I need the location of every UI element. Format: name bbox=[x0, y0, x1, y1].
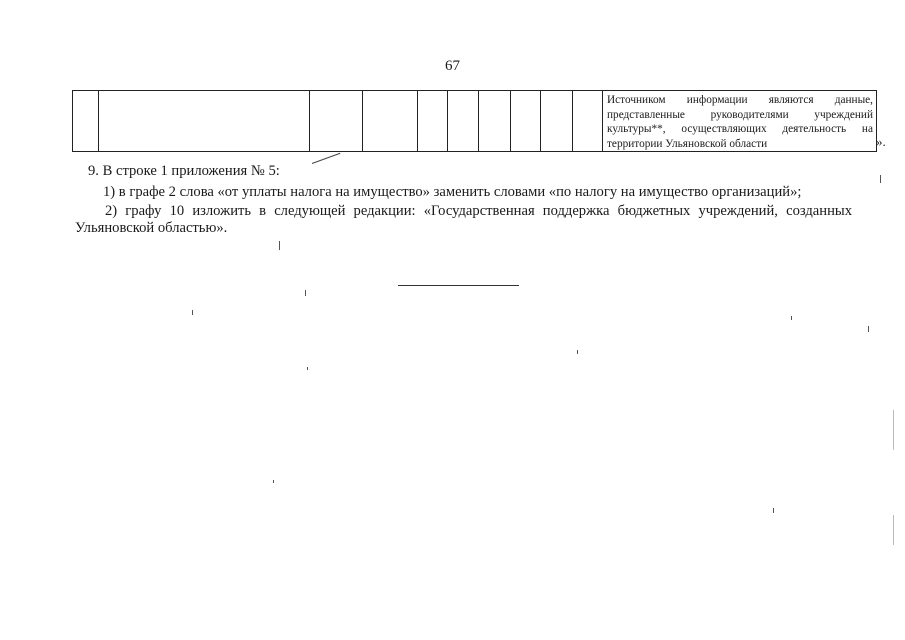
scan-mark bbox=[312, 153, 341, 164]
scan-mark bbox=[307, 367, 308, 370]
table-cell-7 bbox=[479, 91, 511, 152]
scan-mark bbox=[791, 316, 792, 320]
table-cell-9 bbox=[541, 91, 573, 152]
scan-mark bbox=[577, 350, 578, 354]
table-cell-3 bbox=[310, 91, 363, 152]
table-cell-2 bbox=[99, 91, 310, 152]
closing-quote: ». bbox=[876, 134, 886, 149]
scan-mark bbox=[305, 290, 306, 296]
scan-mark bbox=[893, 515, 894, 545]
scan-mark bbox=[273, 480, 274, 483]
scan-mark bbox=[192, 310, 193, 315]
amendment-subitem-1: 1) в графе 2 слова «от уплаты налога на имущество» заменить словами «по налогу на имущество организаций»; bbox=[103, 184, 802, 200]
amendment-subitem-2: 2) графу 10 изложить в следующей редакции: «Государственная поддержка бюджетных учреждений, созданных Ульяновской областью». bbox=[75, 203, 852, 236]
table-cell-6 bbox=[448, 91, 479, 152]
scan-mark bbox=[880, 175, 881, 183]
scan-mark bbox=[868, 326, 869, 332]
table-cell-1 bbox=[73, 91, 99, 152]
form-table-row bbox=[72, 90, 877, 152]
amendment-item-9: 9. В строке 1 приложения № 5: bbox=[88, 163, 280, 179]
scan-mark bbox=[773, 508, 774, 513]
table-cell-8 bbox=[511, 91, 541, 152]
table-note-cell: Источником информации являются данные, представленные руководителями учреждений культуры**, осуществляющих деятельность на территории Ульяновской области bbox=[603, 91, 877, 152]
end-rule bbox=[398, 285, 519, 286]
table-cell-10 bbox=[573, 91, 603, 152]
scan-mark bbox=[279, 241, 280, 250]
page-number: 67 bbox=[445, 58, 460, 74]
table-cell-4 bbox=[363, 91, 418, 152]
table-cell-5 bbox=[418, 91, 448, 152]
scan-mark bbox=[893, 410, 894, 450]
